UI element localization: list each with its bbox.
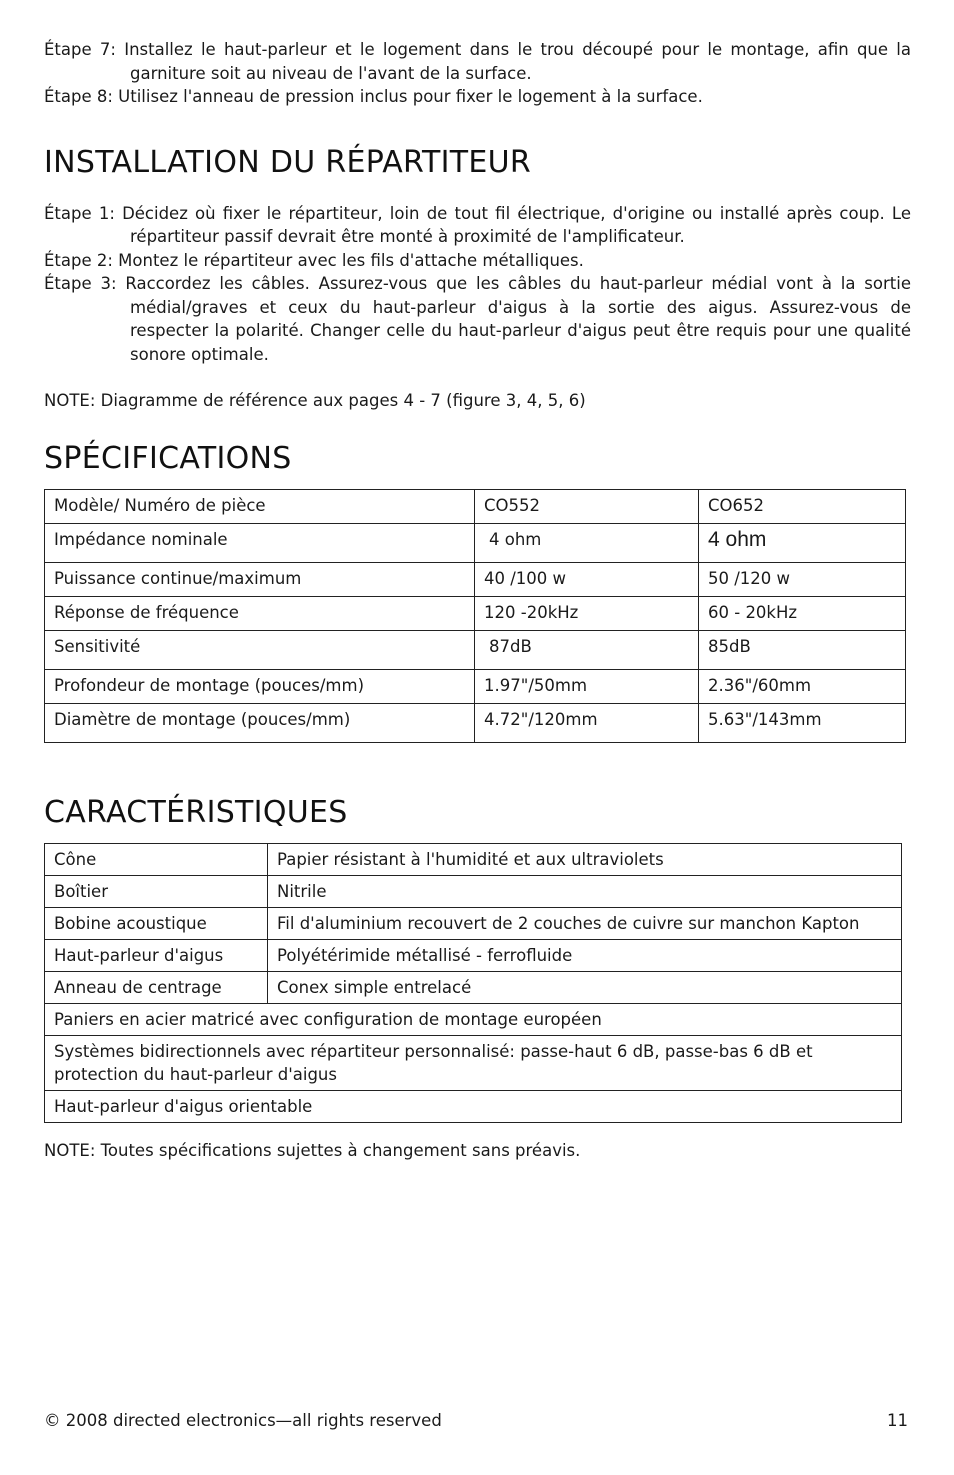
characteristics-table [44, 843, 902, 1123]
spec-value-co652: 60 - 20kHz [699, 596, 906, 630]
spec-label: Diamètre de montage (pouces/mm) [45, 703, 475, 742]
spec-value-co552: 40 /100 w [475, 562, 699, 596]
table-row [45, 703, 906, 742]
feature-value: Fil d'aluminium recouvert de 2 couches de cuivre sur manchon Kapton [268, 907, 902, 939]
installation-step-1: Étape 1: Décidez où fixer le répartiteur, loin de tout fil électrique, d'origine ou installé après coup. Le répartiteur passif devrait être monté à proximité de l'amplificateur. [44, 203, 911, 246]
page-footer [44, 1409, 908, 1433]
feature-value: Nitrile [268, 875, 902, 907]
installation-note: NOTE: Diagramme de référence aux pages 4 - 7 (figure 3, 4, 5, 6) [44, 391, 586, 410]
table-row [45, 562, 906, 596]
feature-value: Papier résistant à l'humidité et aux ultraviolets [268, 843, 902, 875]
specifications-table [44, 489, 906, 743]
spec-value-co552: 4 ohm [475, 523, 699, 562]
spec-value-co552: 120 -20kHz [475, 596, 699, 630]
feature-full-row: Systèmes bidirectionnels avec répartiteur personnalisé: passe-haut 6 dB, passe-bas 6 dB et protection du haut-parleur d'aigus [45, 1035, 902, 1090]
table-row [45, 596, 906, 630]
intro-step-8: Étape 8: Utilisez l'anneau de pression inclus pour fixer le logement à la surface. [44, 87, 703, 106]
table-row [45, 843, 902, 875]
spec-value-co652: 85dB [699, 630, 906, 669]
spec-label: Sensitivité [45, 630, 475, 669]
document-page [44, 38, 911, 1162]
feature-full-row: Haut-parleur d'aigus orientable [45, 1090, 902, 1122]
feature-label: Anneau de centrage [45, 971, 268, 1003]
spec-value-co652: 50 /120 w [699, 562, 906, 596]
table-row [45, 489, 906, 523]
feature-label: Boîtier [45, 875, 268, 907]
spec-value-co552: 4.72"/120mm [475, 703, 699, 742]
spec-value-co552: 87dB [475, 630, 699, 669]
intro-step-7: Étape 7: Installez le haut-parleur et le logement dans le trou découpé pour le montage, afin que la garniture soit au niveau de l'avant de la surface. [44, 40, 911, 83]
feature-label: Haut-parleur d'aigus [45, 939, 268, 971]
spec-value-co552: CO552 [475, 489, 699, 523]
table-row [45, 907, 902, 939]
feature-value: Conex simple entrelacé [268, 971, 902, 1003]
table-row [45, 939, 902, 971]
feature-value: Polyétérimide métallisé - ferrofluide [268, 939, 902, 971]
table-row [45, 523, 906, 562]
table-row [45, 1035, 902, 1090]
table-row [45, 875, 902, 907]
spec-value-co552: 1.97"/50mm [475, 669, 699, 703]
spec-label: Impédance nominale [45, 523, 475, 562]
page-number: 11 [887, 1411, 908, 1430]
table-row [45, 971, 902, 1003]
characteristics-heading: CARACTÉRISTIQUES [44, 794, 348, 830]
spec-label: Réponse de fréquence [45, 596, 475, 630]
table-row [45, 1003, 902, 1035]
spec-value-co652: CO652 [699, 489, 906, 523]
feature-label: Cône [45, 843, 268, 875]
table-row [45, 669, 906, 703]
specifications-heading: SPÉCIFICATIONS [44, 440, 292, 476]
installation-step-3: Étape 3: Raccordez les câbles. Assurez-vous que les câbles du haut-parleur médial vont à la sortie médial/graves et ceux du haut-parleur d'aigus à la sortie des aigus. Assurez-vous de respecter la polarité. Changer celle du haut-parleur d'aigus peut être requis pour une qualité sonore optimale. [44, 274, 911, 364]
feature-label: Bobine acoustique [45, 907, 268, 939]
spec-label: Profondeur de montage (pouces/mm) [45, 669, 475, 703]
spec-label: Puissance continue/maximum [45, 562, 475, 596]
table-row [45, 1090, 902, 1122]
installation-heading: INSTALLATION DU RÉPARTITEUR [44, 144, 532, 180]
spec-value-co652: 5.63"/143mm [699, 703, 906, 742]
characteristics-note: NOTE: Toutes spécifications sujettes à changement sans préavis. [44, 1140, 581, 1160]
spec-value-co652: 2.36"/60mm [699, 669, 906, 703]
spec-label: Modèle/ Numéro de pièce [45, 489, 475, 523]
spec-value-co652: 4 ohm [699, 523, 906, 562]
table-row [45, 630, 906, 669]
copyright-text: © 2008 directed electronics—all rights reserved [44, 1411, 442, 1430]
feature-full-row: Paniers en acier matricé avec configuration de montage européen [45, 1003, 902, 1035]
installation-step-2: Étape 2: Montez le répartiteur avec les fils d'attache métalliques. [44, 250, 584, 270]
